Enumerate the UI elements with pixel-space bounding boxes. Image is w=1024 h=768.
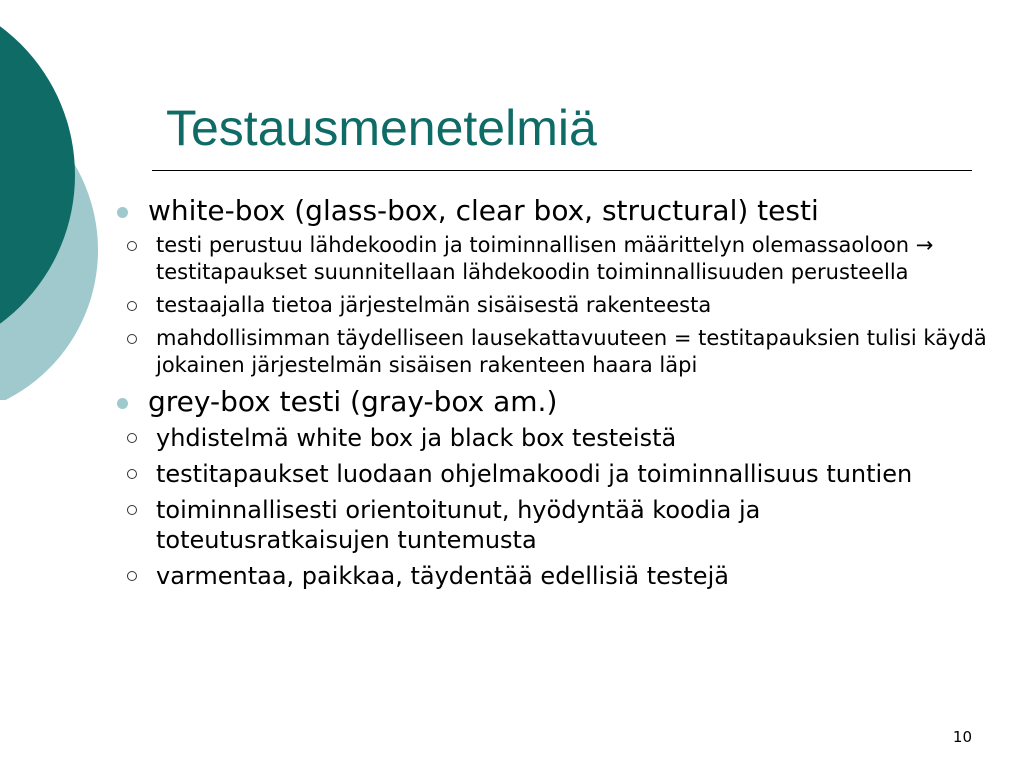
sub-bullet-list [112, 423, 992, 591]
sub-bullet [112, 325, 992, 379]
bullet-text: grey-box testi (gray-box am.) [148, 385, 558, 418]
ring-bullet-icon [127, 433, 137, 443]
decorative-circles [0, 0, 110, 400]
sub-bullet-text: testi perustuu lähdekoodin ja toiminnallisen määrittelyn olemassaoloon → testitapaukset suunnitellaan lähdekoodin toiminnallisuuden perusteella [156, 233, 934, 284]
bullet-dot-icon [117, 398, 128, 409]
section-grey-box [112, 385, 992, 591]
page-number: 10 [952, 728, 972, 746]
sub-bullet [112, 561, 992, 591]
section-white-box [112, 194, 992, 379]
sub-bullet [112, 423, 992, 453]
ring-bullet-icon [127, 301, 137, 311]
bullet-white-box [112, 194, 992, 228]
bullet-grey-box [112, 385, 992, 419]
sub-bullet-text: toiminnallisesti orientoitunut, hyödyntää koodia ja toteutusratkaisujen tuntemusta [156, 496, 761, 554]
ring-bullet-icon [127, 241, 137, 251]
sub-bullet-text: testaajalla tietoa järjestelmän sisäisestä rakenteesta [156, 293, 712, 317]
slide-title: Testausmenetelmiä [166, 100, 597, 156]
sub-bullet [112, 292, 992, 319]
ring-bullet-icon [127, 469, 137, 479]
sub-bullet [112, 495, 992, 555]
sub-bullet-text: varmentaa, paikkaa, täydentää edellisiä testejä [156, 562, 729, 590]
sub-bullet [112, 459, 992, 489]
ring-bullet-icon [127, 334, 137, 344]
sub-bullet-list [112, 232, 992, 379]
slide-content [112, 194, 992, 597]
ring-bullet-icon [127, 505, 137, 515]
sub-bullet-text: testitapaukset luodaan ohjelmakoodi ja toiminnallisuus tuntien [156, 460, 913, 488]
bullet-dot-icon [117, 207, 128, 218]
sub-bullet [112, 232, 992, 286]
title-divider [152, 170, 972, 171]
ring-bullet-icon [127, 571, 137, 581]
sub-bullet-text: yhdistelmä white box ja black box testeistä [156, 424, 677, 452]
sub-bullet-text: mahdollisimman täydelliseen lausekattavuuteen = testitapauksien tulisi käydä jokainen järjestelmän sisäisen rakenteen haara läpi [156, 326, 987, 377]
bullet-text: white-box (glass-box, clear box, structural) testi [148, 194, 819, 227]
